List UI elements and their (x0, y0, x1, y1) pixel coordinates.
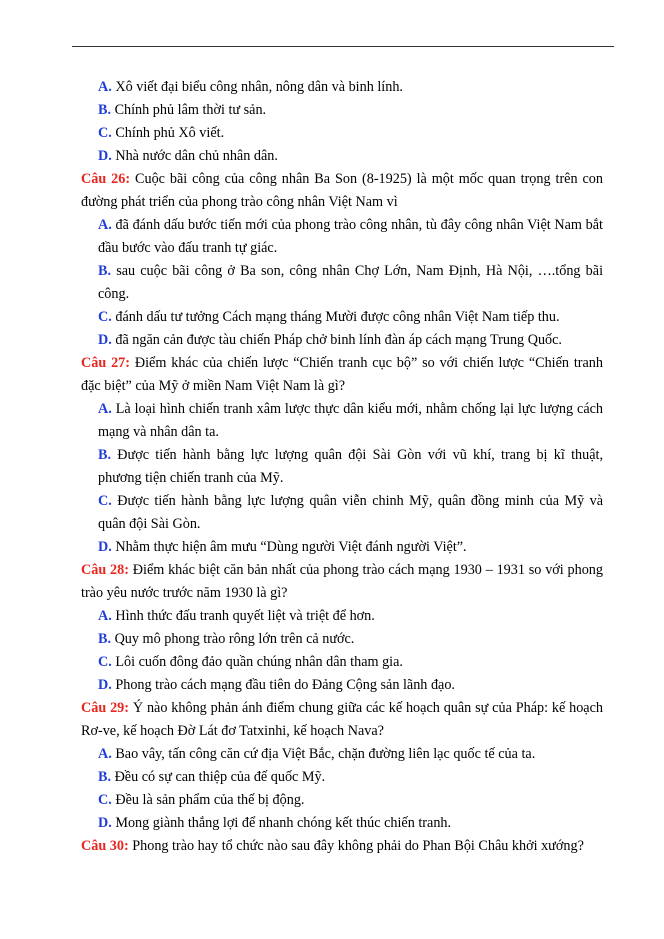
question-26: Câu 26: Cuộc bãi công của công nhân Ba Son (8-1925) là một mốc quan trọng trên con đường phát triển của phong trào công nhân Việt Nam vì (81, 171, 603, 210)
option-c: C. Được tiến hành bằng lực lượng quân viễn chinh Mỹ, quân đồng minh của Mỹ và quân đội Sài Gòn. (98, 493, 604, 532)
option-d: D. Phong trào cách mạng đầu tiên do Đảng Cộng sản lãnh đạo. (98, 677, 455, 693)
question-label: Câu 30: (81, 838, 129, 854)
question-label: Câu 28: (81, 562, 129, 578)
option-b: B. sau cuộc bãi công ở Ba son, công nhân Chợ Lớn, Nam Định, Hà Nội, ….tổng bãi công. (98, 263, 604, 302)
question-27: Câu 27: Điểm khác của chiến lược “Chiến tranh cục bộ” so với chiến lược “Chiến tranh đặc biệt” của Mỹ ở miền Nam Việt Nam là gì? (81, 355, 603, 394)
option-a: A. Xô viết đại biểu công nhân, nông dân và binh lính. (98, 79, 403, 95)
question-label: Câu 26: (81, 171, 131, 187)
question-label: Câu 27: (81, 355, 130, 371)
option-a: A. Hình thức đấu tranh quyết liệt và triệt để hơn. (98, 608, 375, 624)
option-a: A. Bao vây, tấn công căn cứ địa Việt Bắc, chặn đường liên lạc quốc tế của ta. (98, 746, 536, 762)
option-d: D. Mong giành thắng lợi để nhanh chóng kết thúc chiến tranh. (98, 815, 452, 831)
option-a: A. đã đánh dấu bước tiến mới của phong trào công nhân, tù đây công nhân Việt Nam bắt đầu bước vào đấu tranh tự giác. (98, 217, 603, 256)
option-d: D. Nhằm thực hiện âm mưu “Dùng người Việt đánh người Việt”. (98, 539, 467, 555)
option-c: C. Đều là sản phẩm của thế bị động. (98, 792, 305, 808)
header-rule (72, 46, 614, 47)
option-c: C. Chính phủ Xô viết. (98, 125, 225, 141)
page-content (81, 76, 603, 858)
question-29: Câu 29: Ý nào không phản ánh điểm chung giữa các kế hoạch quân sự của Pháp: kế hoạch Rơ-ve, kế hoạch Đờ Lát đơ Tatxinhi, kế hoạch Nava? (81, 700, 603, 739)
option-d: D. Nhà nước dân chủ nhân dân. (98, 148, 278, 164)
question-30: Câu 30: Phong trào hay tổ chức nào sau đây không phải do Phan Bội Châu khởi xướng? (81, 838, 584, 854)
option-b: B. Đều có sự can thiệp của đế quốc Mỹ. (98, 769, 326, 785)
option-d: D. đã ngăn cản được tàu chiến Pháp chở binh lính đàn áp cách mạng Trung Quốc. (98, 332, 562, 348)
option-b: B. Được tiến hành bằng lực lượng quân đội Sài Gòn với vũ khí, trang bị kĩ thuật, phương tiện chiến tranh của Mỹ. (98, 447, 603, 486)
option-c: C. Lôi cuốn đông đảo quần chúng nhân dân tham gia. (98, 654, 403, 670)
question-label: Câu 29: (81, 700, 129, 716)
option-a: A. Là loại hình chiến tranh xâm lược thực dân kiểu mới, nhằm chống lại lực lượng cách mạng và nhân dân ta. (98, 401, 604, 440)
option-b: B. Quy mô phong trào rông lớn trên cả nước. (98, 631, 355, 647)
option-c: C. đánh dấu tư tưởng Cách mạng tháng Mười được công nhân Việt Nam tiếp thu. (98, 309, 560, 325)
option-b: B. Chính phủ lâm thời tư sản. (98, 102, 267, 118)
question-28: Câu 28: Điểm khác biệt căn bản nhất của phong trào cách mạng 1930 – 1931 so với phong trào yêu nước trước năm 1930 là gì? (81, 562, 603, 601)
